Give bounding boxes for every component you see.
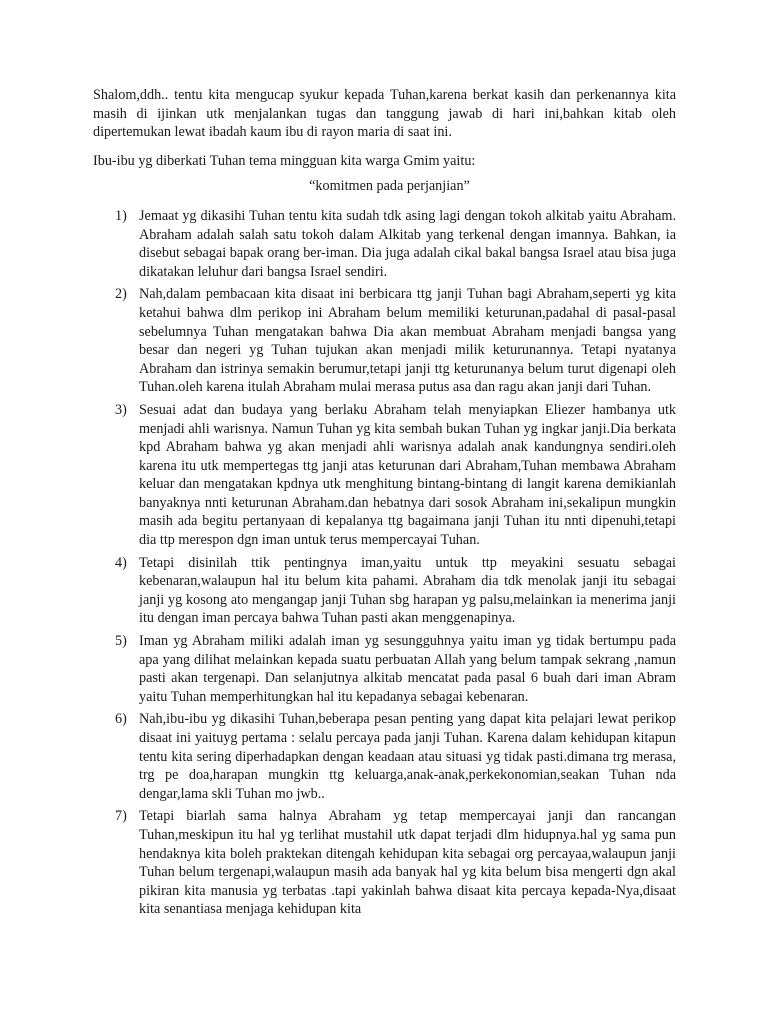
lead-paragraph: Ibu-ibu yg diberkati Tuhan tema mingguan kita warga Gmim yaitu: bbox=[93, 152, 476, 169]
list-item bbox=[93, 554, 676, 628]
list-item bbox=[93, 285, 676, 397]
list-item-text: Nah,dalam pembacaan kita disaat ini berbicara ttg janji Tuhan bagi Abraham,seperti yg kita ketahui bahwa dlm perikop ini Abraham belum memiliki keturunan,padahal di pasal-pasal sebelumnya Tuhan mengatakan bahwa Dia akan membuat Abraham menjadi bangsa yang besar dan negeri yg Tuhan tujukan akan menjadi milik keturunannya. Tetapi nyatanya Abraham dan istrinya semakin berumur,tetapi janji ttg keturunanya belum turut digenapi oleh Tuhan.oleh karena itulah Abraham mulai merasa putus asa dan ragu akan janji dari Tuhan. bbox=[139, 286, 676, 396]
document-page bbox=[93, 86, 676, 923]
list-item bbox=[93, 632, 676, 706]
list-item-number: 1) bbox=[115, 207, 127, 224]
list-item-text: Tetapi disinilah ttik pentingnya iman,yaitu untuk ttp meyakini sesuatu sebagai kebenaran,walaupun hal itu belum kita pahami. Abraham dia tdk menolak janji itu sebagai janji yg kosong ato mengangap janji Tuhan sbg harapan yg palsu,melainkan ia menerima janji itu dengan iman percaya bahwa Tuhan pasti akan menggenapinya. bbox=[139, 554, 676, 627]
points-list bbox=[93, 207, 676, 919]
list-item-text: Tetapi biarlah sama halnya Abraham yg tetap mempercayai janji dan rancangan Tuhan,meskipun itu hal yg terlihat mustahil utk dapat terjadi dlm hidupnya.hal yg sama pun hendaknya kita boleh praktekan ditengah kehidupan kita sebagai org percayaa,walaupun janji Tuhan belum tergenapi,walaupun masih ada banyak hal yg kita belum bisa mengerti dgn akal pikiran kita manusia yg terbatas .tapi yakinlah bahwa disaat kita percaya kepada-Nya,disaat kita senantiasa menjaga kehidupan kita bbox=[139, 808, 676, 918]
list-item-text: Jemaat yg dikasihi Tuhan tentu kita sudah tdk asing lagi dengan tokoh alkitab yaitu Abraham. Abraham adalah salah satu tokoh dalam Alkitab yang terkenal dengan imannya. Bahkan, ia disebut sebagai bapak orang ber-iman. Dia juga adalah cikal bakal bangsa Israel atau bisa juga dikatakan leluhur dari bangsa Israel sendiri. bbox=[139, 207, 676, 280]
list-item-text: Sesuai adat dan budaya yang berlaku Abraham telah menyiapkan Eliezer hambanya utk menjadi ahli warisnya. Namun Tuhan yg kita sembah bukan Tuhan yg ingkar janji.Dia berkata kpd Abraham bahwa yg akan menjadi ahli warisnya adalah anak kandungnya sendiri.oleh karena itu utk mempertegas ttg janji atas keturunan dari Abraham,Tuhan membawa Abraham keluar dan mengatakan kpdnya utk menghitung bintang-bintang di langit karena demikianlah banyaknya nnti keturunan Abraham.dan hebatnya dari sosok Abraham ini,sekalipun mungkin masih ada begitu pertanyaan di kepalanya ttg bagaimana janji Tuhan itu nnti dipenuhi,tetapi dia ttp merespon dgn iman untuk terus mempercayai Tuhan. bbox=[139, 401, 676, 549]
theme-title: “komitmen pada perjanjian” bbox=[309, 178, 470, 195]
list-item-number: 4) bbox=[115, 554, 127, 571]
list-item bbox=[93, 207, 676, 281]
list-item-number: 6) bbox=[115, 711, 127, 728]
list-item-number: 5) bbox=[115, 633, 127, 650]
list-item-text: Iman yg Abraham miliki adalah iman yg sesungguhnya yaitu iman yg tidak bertumpu pada apa yang dilihat melainkan kepada suatu perbuatan Allah yang belum tampak sekrang ,namun pasti akan tergenapi. Dan selanjutnya alkitab mencatat pada pasal 6 buah dari iman Abram yaitu Tuhan memperhitungkan hal itu kepadanya sebagai kebenaran. bbox=[139, 633, 676, 705]
list-item bbox=[93, 710, 676, 803]
list-item-text: Nah,ibu-ibu yg dikasihi Tuhan,beberapa pesan penting yang dapat kita pelajari lewat perikop disaat ini yaituyg pertama : selalu percaya pada janji Tuhan. Karena dalam kehidupan kitapun tentu kita sering diperhadapkan dengan keadaan atau situasi yg tidak pasti.dimana trg merasa, trg pe doa,harapan mungkin ttg keluarga,anak-anak,perkekonomian,seakan Tuhan nda dengar,lama skli Tuhan mo jwb.. bbox=[139, 711, 676, 802]
list-item-number: 2) bbox=[115, 286, 127, 303]
intro-paragraph: Shalom,ddh.. tentu kita mengucap syukur kepada Tuhan,karena berkat kasih dan perkenannya kita masih di ijinkan utk menjalankan tugas dan tanggung jawab di hari ini,bahkan kitab oleh dipertemukan lewat ibadah kaum ibu di rayon maria di saat ini. bbox=[93, 87, 676, 141]
list-item-number: 3) bbox=[115, 401, 127, 418]
list-item bbox=[93, 807, 676, 919]
list-item bbox=[93, 401, 676, 550]
list-item-number: 7) bbox=[115, 808, 127, 825]
